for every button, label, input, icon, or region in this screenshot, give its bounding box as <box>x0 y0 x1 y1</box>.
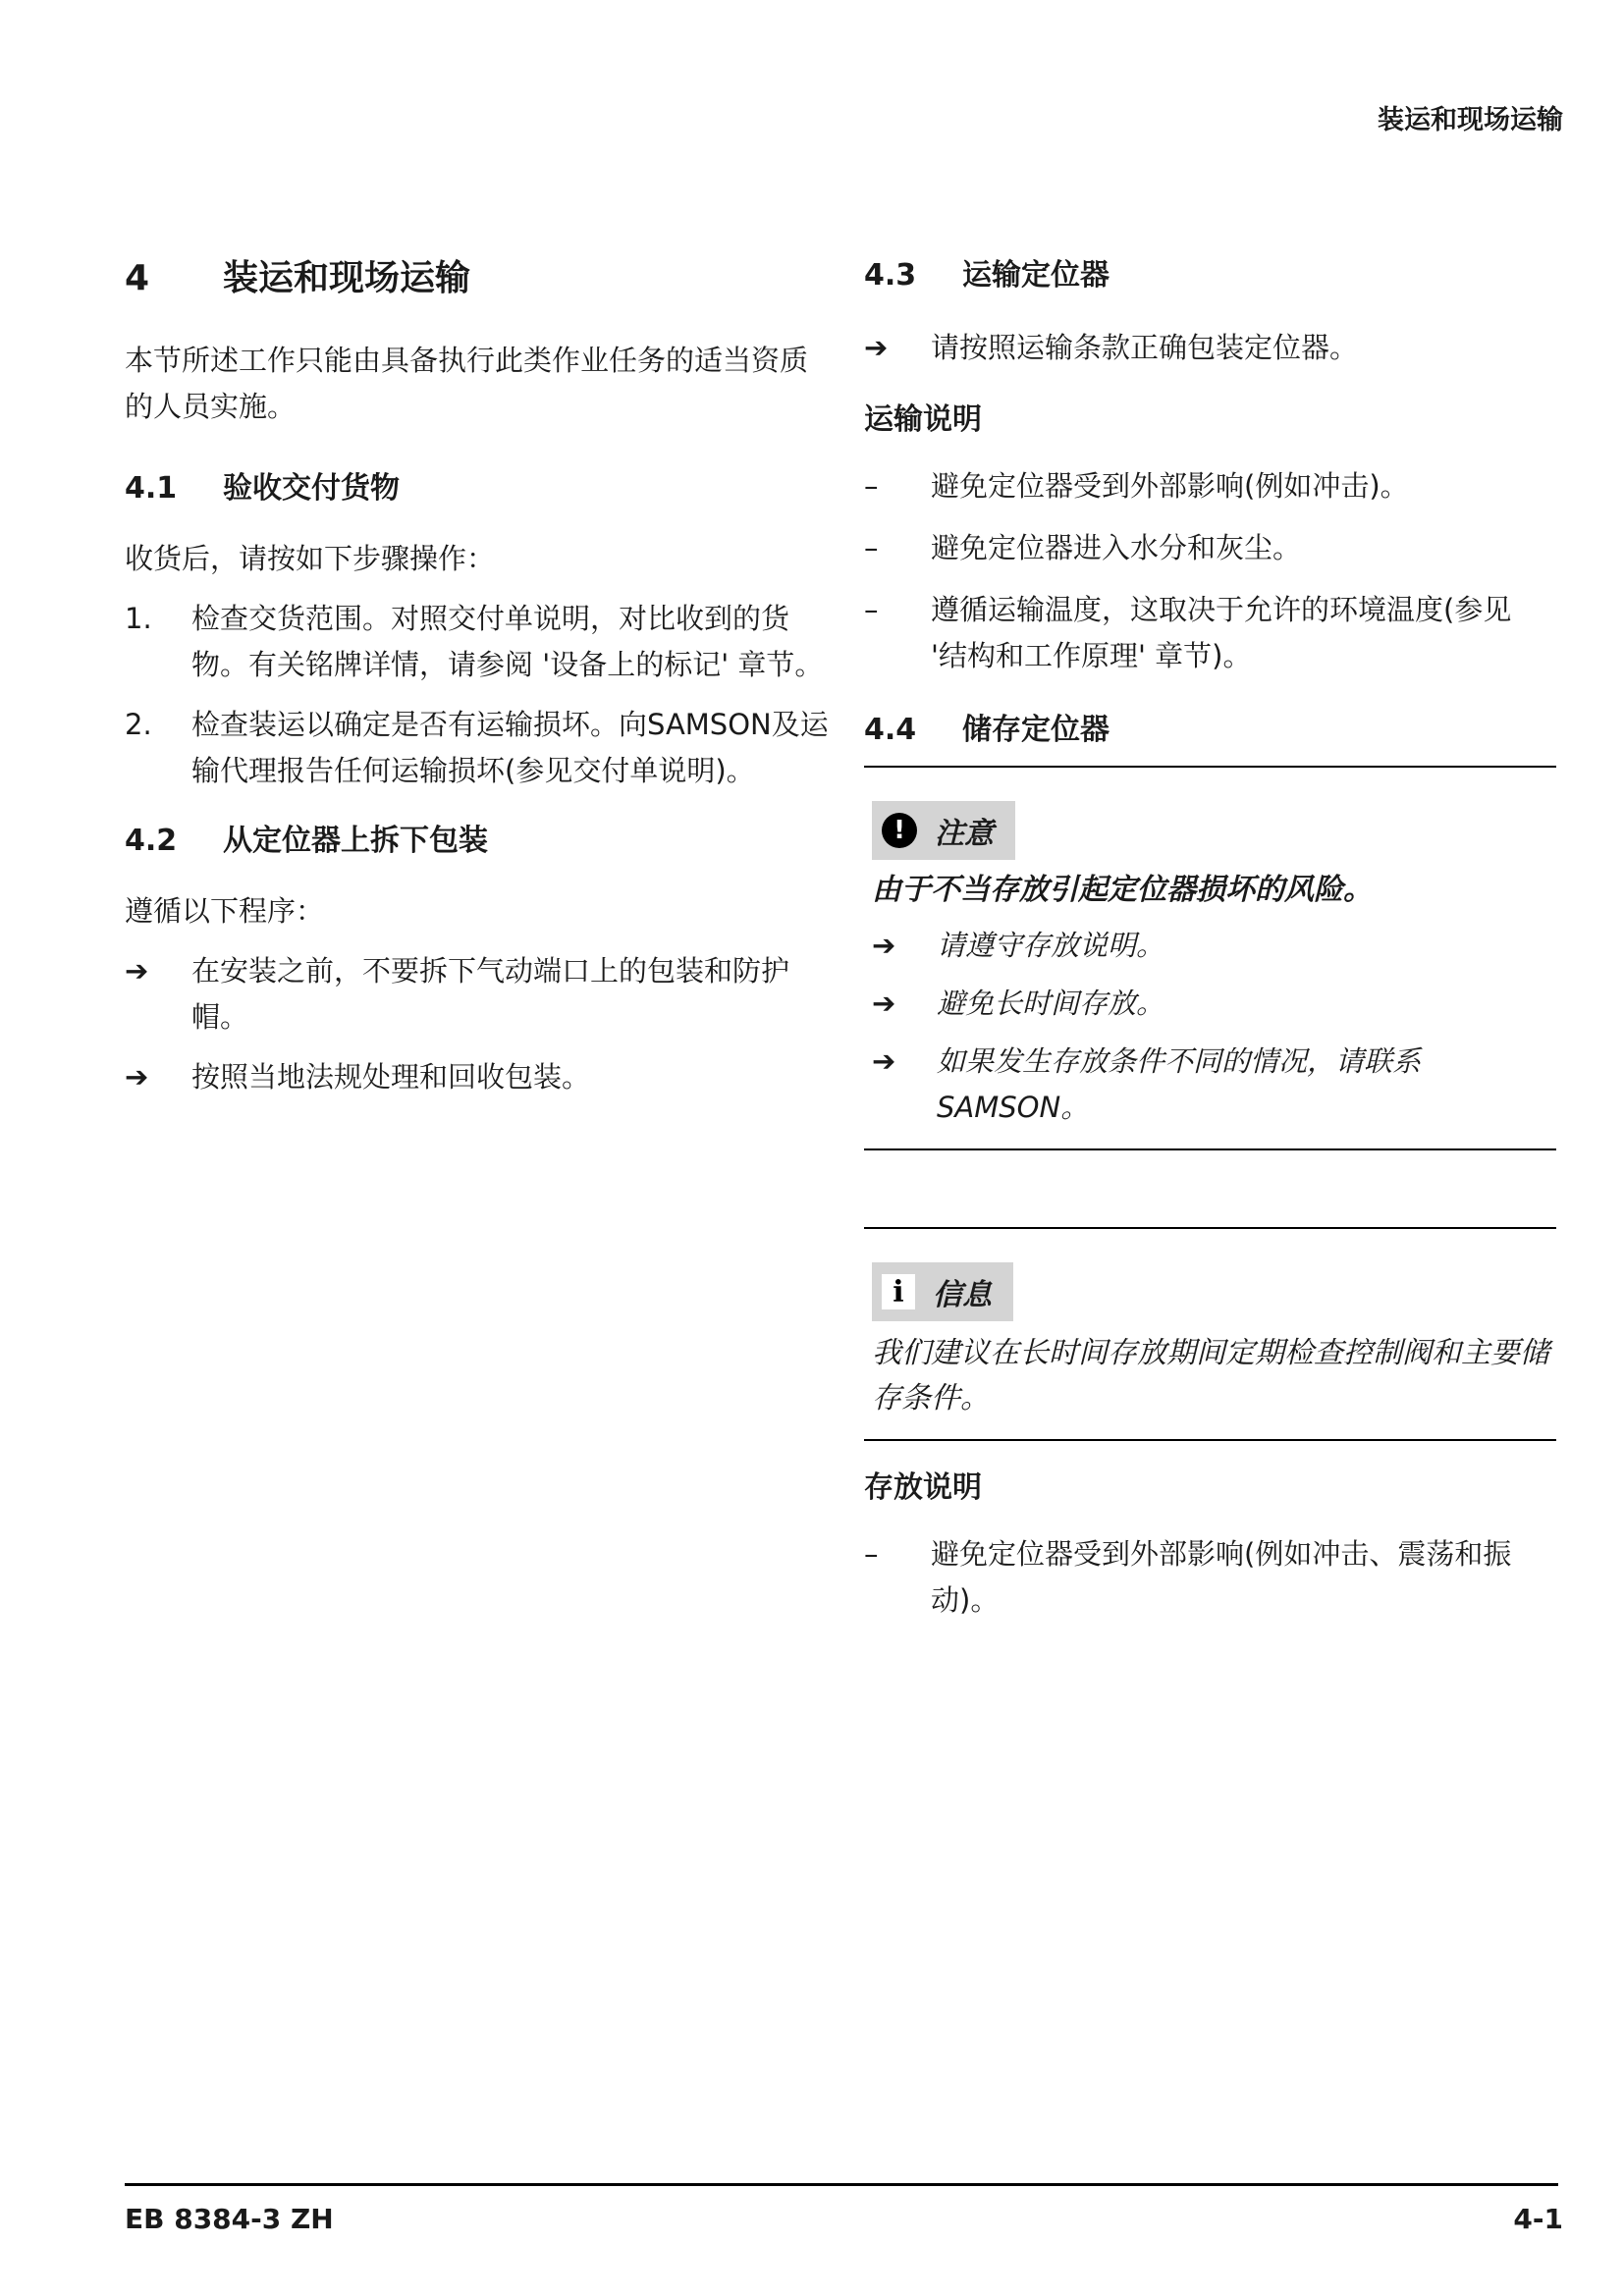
section-4-heading <box>125 250 832 300</box>
item-text: 如果发生存放条件不同的情况，请联系SAMSON。 <box>937 1044 1422 1124</box>
lead-paragraph: 遵循以下程序： <box>125 894 325 928</box>
info-box <box>864 1227 1556 1441</box>
left-column <box>125 250 832 1100</box>
section-title: 验收交付货物 <box>223 471 400 506</box>
info-text: 我们建议在长时间存放期间定期检查控制阀和主要储存条件。 <box>872 1336 1549 1415</box>
list-item <box>125 948 832 1041</box>
intro-paragraph: 本节所述工作只能由具备执行此类作业任务的适当资质的人员实施。 <box>125 344 809 423</box>
arrow-right-icon: ➔ <box>125 954 149 988</box>
list-item <box>864 587 1556 679</box>
item-text: 避免长时间存放。 <box>937 987 1165 1020</box>
right-column <box>864 250 1556 1624</box>
list-item <box>864 525 1556 571</box>
section-4-2-heading <box>125 816 832 859</box>
step-text: 检查交货范围。对照交付单说明，对比收到的货物。有关铭牌详情，请参阅 '设备上的标记' 章节。 <box>191 602 824 681</box>
list-item <box>864 1531 1556 1624</box>
notice-title: 由于不当存放引起定位器损坏的风险。 <box>872 873 1373 907</box>
transport-notes-heading: 运输说明 <box>864 402 982 437</box>
notice-label <box>872 801 1015 860</box>
step-text: 请按照运输条款正确包装定位器。 <box>931 331 1359 364</box>
arrow-right-icon: ➔ <box>864 331 889 364</box>
section-number: 4.3 <box>864 258 917 293</box>
section-number: 4.1 <box>125 471 178 506</box>
item-text: 避免定位器进入水分和灰尘。 <box>931 531 1302 564</box>
section-title: 运输定位器 <box>962 258 1110 293</box>
section-4-3-heading <box>864 250 1556 294</box>
dash-bullet: – <box>864 469 879 503</box>
item-text: 请遵守存放说明。 <box>937 929 1165 962</box>
section-4-1-heading <box>125 463 832 507</box>
step-number: 1. <box>125 602 152 635</box>
exclamation-icon: ! <box>882 813 917 848</box>
step-text: 按照当地法规处理和回收包装。 <box>191 1060 591 1094</box>
running-header: 装运和现场运输 <box>1378 105 1563 135</box>
list-item <box>872 923 1556 969</box>
dash-bullet: – <box>864 1537 879 1571</box>
list-item <box>125 702 832 794</box>
section-4-4-heading <box>864 705 1556 748</box>
list-item <box>872 981 1556 1027</box>
info-icon: i <box>882 1274 915 1309</box>
dash-bullet: – <box>864 593 879 626</box>
notice-label-text: 注意 <box>935 817 994 851</box>
document-id: EB 8384-3 ZH <box>125 2203 334 2235</box>
list-item <box>864 325 1556 371</box>
item-text: 避免定位器受到外部影响(例如冲击)。 <box>931 469 1409 503</box>
section-title: 从定位器上拆下包装 <box>223 824 488 858</box>
info-label-text: 信息 <box>933 1278 992 1312</box>
item-text: 遵循运输温度，这取决于允许的环境温度(参见 '结构和工作原理' 章节)。 <box>931 593 1512 672</box>
section-title: 储存定位器 <box>962 713 1110 747</box>
list-item <box>125 1054 832 1100</box>
step-number: 2. <box>125 708 152 741</box>
arrow-right-icon: ➔ <box>872 929 896 962</box>
lead-paragraph: 收货后，请按如下步骤操作： <box>125 542 496 575</box>
section-number: 4.2 <box>125 824 178 858</box>
arrow-right-icon: ➔ <box>872 1044 896 1078</box>
dash-bullet: – <box>864 531 879 564</box>
notice-box <box>864 766 1556 1150</box>
arrow-right-icon: ➔ <box>125 1060 149 1094</box>
step-text: 检查装运以确定是否有运输损坏。向SAMSON及运输代理报告任何运输损坏(参见交付单说明)。 <box>191 708 829 787</box>
list-item <box>872 1039 1556 1131</box>
step-text: 在安装之前，不要拆下气动端口上的包装和防护帽。 <box>191 954 790 1034</box>
list-item <box>864 463 1556 509</box>
storage-notes-heading: 存放说明 <box>864 1470 982 1505</box>
item-text: 避免定位器受到外部影响(例如冲击、震荡和振动)。 <box>931 1537 1512 1617</box>
arrow-right-icon: ➔ <box>872 987 896 1020</box>
footer-rule <box>125 2183 1558 2186</box>
info-label <box>872 1262 1013 1321</box>
section-number: 4.4 <box>864 713 917 747</box>
section-title: 装运和现场运输 <box>223 258 471 298</box>
page-number: 4-1 <box>1513 2203 1563 2235</box>
list-item <box>125 596 832 688</box>
section-number: 4 <box>125 258 150 298</box>
